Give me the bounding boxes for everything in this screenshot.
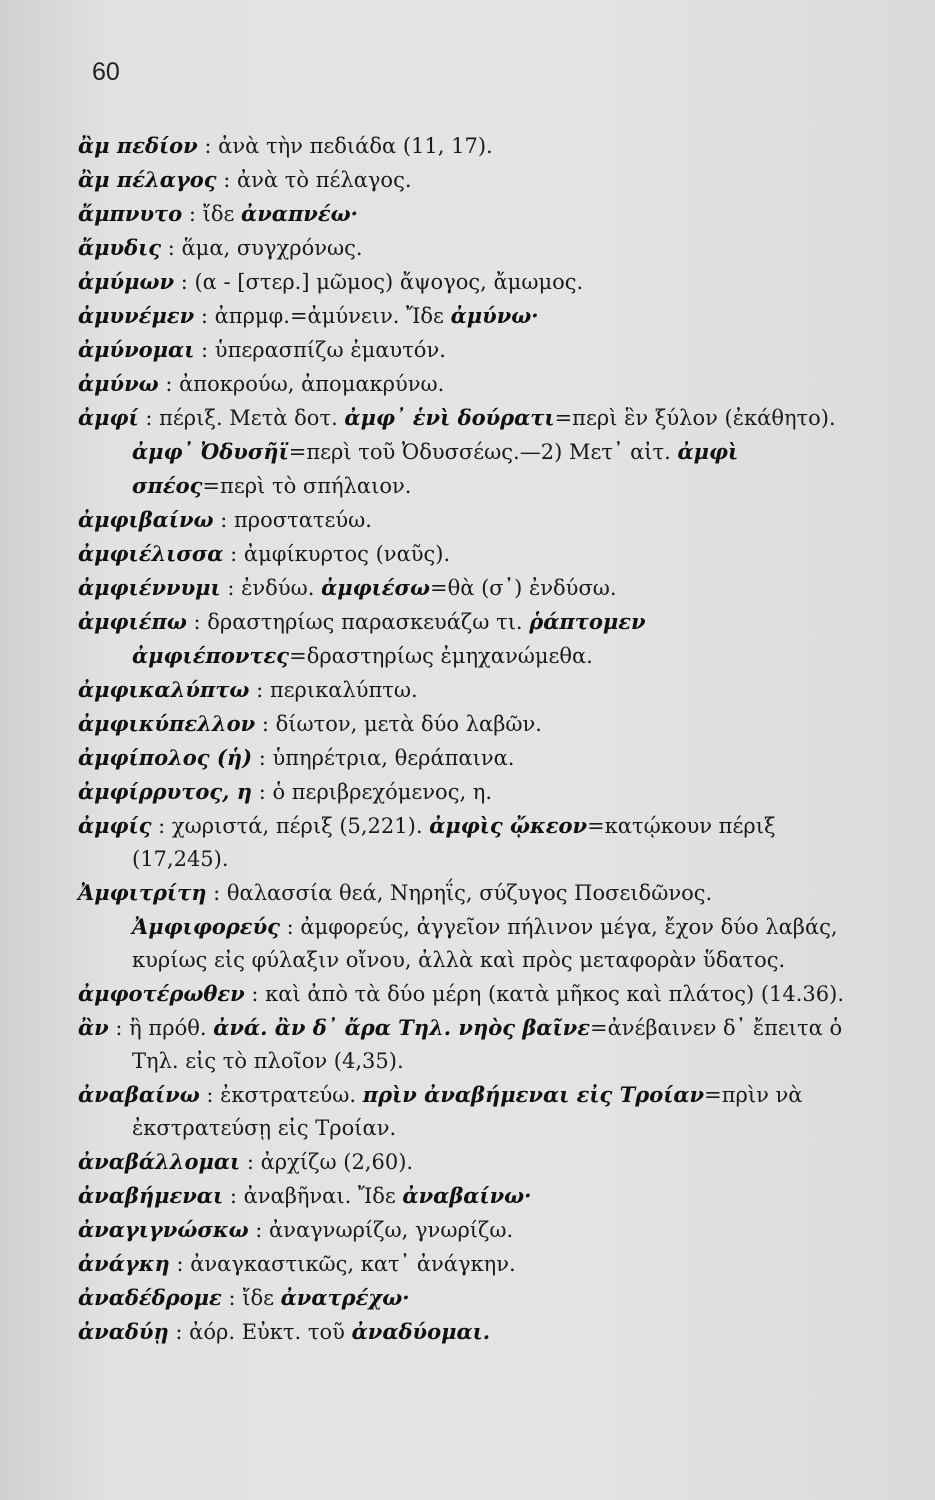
entry-definition: : πέριξ. Μετὰ δοτ.: [138, 406, 345, 430]
entry-quote: ἀνά. ἂν δ᾽ ἄρα Τηλ. νηὸς βαῖνε: [213, 1015, 590, 1040]
dictionary-entry: [78, 231, 855, 265]
entry-headword: ἀμφιέπω: [78, 609, 187, 634]
dictionary-entry: [78, 1247, 855, 1281]
entry-headword: ἀμφίπολος (ἡ): [78, 745, 253, 770]
dictionary-entry: [78, 299, 855, 333]
entry-definition: : ἴδε: [182, 202, 242, 226]
entry-quote: πρὶν ἀναβήμεναι εἰς Τροίαν: [362, 1082, 705, 1107]
dictionary-entry: [78, 1281, 855, 1315]
entry-headword: ἀμφικαλύπτω: [78, 677, 250, 702]
entry-definition: : ἴδε: [221, 1286, 281, 1310]
dictionary-entry: [78, 775, 855, 809]
entry-definition: =δραστηρίως ἐμηχανώμεθα.: [289, 644, 593, 668]
entry-headword: ἀμύνομαι: [78, 337, 195, 362]
dictionary-entry: [78, 163, 855, 197]
entry-definition: : ἀνὰ τὸ πέλαγος.: [216, 168, 412, 192]
entry-definition: : (α - [στερ.] μῶμος) ἄψογος, ἄμωμος.: [174, 270, 584, 294]
entry-quote: ῥάπτομεν ἀμφιέποντες: [132, 609, 646, 668]
entry-definition: : ὁ περιβρεχόμενος, η.: [252, 780, 493, 804]
entry-definition: : ὑπηρέτρια, θεράπαινα.: [252, 746, 515, 770]
entry-headword: ἀναβαίνω: [78, 1082, 200, 1107]
dictionary-entry: [78, 367, 855, 401]
entry-headword: ἀμύμων: [78, 269, 175, 294]
entry-definition: =περὶ ἓν ξύλον (ἐκάθητο).: [554, 406, 836, 430]
dictionary-entry: [78, 1213, 855, 1247]
entry-definition: : ἐκστρατεύω.: [199, 1083, 363, 1107]
entry-headword: ἀναδύῃ: [78, 1319, 169, 1344]
entry-definition: : δίωτον, μετὰ δύο λαβῶν.: [255, 712, 542, 736]
entry-definition: : ἀποκρούω, ἀπομακρύνω.: [158, 372, 445, 396]
entry-headword: ἀμφί: [78, 405, 139, 430]
entry-definition: : ἀναβῆναι. Ἴδε: [223, 1184, 403, 1208]
entry-definition: : ἀπρμφ.=ἀμύνειν. Ἴδε: [194, 304, 451, 328]
dictionary-entry: [78, 673, 855, 707]
dictionary-entry: [78, 1179, 855, 1213]
entry-definition: =πρὶν νὰ ἐκστρατεύσῃ εἰς Τροίαν.: [132, 1083, 803, 1140]
entry-definition: : ἀναγκαστικῶς, κατ᾽ ἀνάγκην.: [169, 1252, 516, 1276]
dictionary-entry: [78, 571, 855, 605]
dictionary-entry: [78, 265, 855, 299]
dictionary-entry: [78, 333, 855, 367]
dictionary-entry: [78, 741, 855, 775]
entry-quote: ἀνατρέχω·: [280, 1285, 410, 1310]
entry-definition: =θὰ (σ᾽) ἐνδύσω.: [430, 576, 617, 600]
entry-headword: ἀμφιέλισσα: [78, 541, 224, 566]
entry-definition: : ἀμφίκυρτος (ναῦς).: [223, 542, 451, 566]
entry-headword: ἀμφίς: [78, 813, 152, 838]
entry-definition: : ὑπερασπίζω ἐμαυτόν.: [194, 338, 446, 362]
entry-headword: ἂν: [78, 1015, 109, 1040]
dictionary-entry: [78, 605, 855, 673]
dictionary-entry: [78, 977, 855, 1011]
entry-definition: : περικαλύπτω.: [249, 678, 418, 702]
entry-definition: : ἀνὰ τὴν πεδιάδα (11, 17).: [197, 134, 493, 158]
dictionary-entry: [78, 537, 855, 571]
dictionary-entry: [78, 809, 855, 876]
entry-quote: ἀμφ᾽ ἑνὶ δούρατι: [344, 405, 555, 430]
entry-definition: : δραστηρίως παρασκευάζω τι.: [186, 610, 530, 634]
entry-definition: =ἀνέβαινεν δ᾽ ἔπειτα ὁ Τηλ. εἰς τὸ πλοῖον (4,35).: [132, 1016, 843, 1073]
dictionary-entry: [78, 1078, 855, 1145]
entry-quote: Ἀμφιφορεύς: [132, 914, 280, 939]
entry-headword: ἄμπνυτο: [78, 201, 183, 226]
entry-headword: ἂμ πέλαγος: [78, 167, 217, 192]
entry-headword: ἀμφοτέρωθεν: [78, 981, 245, 1006]
dictionary-entry: [78, 1315, 855, 1349]
entry-definition: : ἀμφορεύς, ἀγγεῖον πήλινον μέγα, ἔχον δύο λαβάς, κυρίως εἰς φύλαξιν οἴνου, ἀλλὰ καὶ πρὸς μεταφορὰν ὕδατος.: [132, 915, 838, 972]
entry-headword: ἀμφιβαίνω: [78, 507, 214, 532]
entry-list: [78, 129, 855, 1349]
dictionary-entry: [78, 401, 855, 503]
entry-headword: ἀμύνω: [78, 371, 159, 396]
dictionary-entry: [78, 197, 855, 231]
entry-headword: ἄμυδις: [78, 235, 162, 260]
entry-headword: ἀναγιγνώσκω: [78, 1217, 249, 1242]
entry-definition: : ἐνδύω.: [220, 576, 322, 600]
entry-quote: ἀναβαίνω·: [402, 1183, 532, 1208]
entry-definition: : καὶ ἀπὸ τὰ δύο μέρη (κατὰ μῆκος καὶ πλάτος) (14.36).: [244, 982, 845, 1006]
entry-headword: Ἀμφιτρίτη: [78, 880, 207, 905]
entry-definition: : ἀναγνωρίζω, γνωρίζω.: [248, 1218, 514, 1242]
entry-headword: ἀμυνέμεν: [78, 303, 195, 328]
entry-quote: ἀμφιέσω: [321, 575, 431, 600]
entry-quote: ἀμύνω·: [450, 303, 539, 328]
entry-quote: ἀμφ᾽ Ὀδυσῆϊ: [132, 439, 289, 464]
entry-headword: ἀμφικύπελλον: [78, 711, 256, 736]
entry-definition: =περὶ τὸ σπήλαιον.: [202, 474, 412, 498]
entry-quote: ἀναδύομαι.: [351, 1319, 491, 1344]
entry-definition: : προστατεύω.: [213, 508, 372, 532]
entry-headword: ἀμφιέννυμι: [78, 575, 221, 600]
entry-definition: : θαλασσία θεά, Νηρηΐς, σύζυγος Ποσειδῶνος.: [206, 881, 713, 905]
entry-headword: ἀναδέδρομε: [78, 1285, 222, 1310]
entry-definition: : χωριστά, πέριξ (5,221).: [151, 814, 430, 838]
dictionary-entry: [78, 876, 855, 977]
entry-quote: ἀμφὶ σπέος: [132, 439, 739, 498]
page-number: 60: [92, 58, 120, 86]
dictionary-entry: [78, 1011, 855, 1078]
dictionary-entry: [78, 1145, 855, 1179]
entry-headword: ἀνάγκη: [78, 1251, 170, 1276]
entry-headword: ἂμ πεδίον: [78, 133, 198, 158]
entry-headword: ἀναβήμεναι: [78, 1183, 224, 1208]
entry-quote: ἀναπνέω·: [241, 201, 358, 226]
dictionary-entry: [78, 503, 855, 537]
entry-quote: ἀμφὶς ᾤκεον: [429, 813, 588, 838]
entry-definition: : ἀόρ. Εὐκτ. τοῦ: [168, 1320, 352, 1344]
entry-headword: ἀμφίρρυτος, η: [78, 779, 253, 804]
dictionary-entry: [78, 707, 855, 741]
entry-headword: ἀναβάλλομαι: [78, 1149, 241, 1174]
entry-definition: =κατῴκουν πέριξ (17,245).: [132, 814, 776, 871]
entry-definition: =περὶ τοῦ Ὀδυσσέως.—2) Μετ᾽ αἰτ.: [288, 440, 678, 464]
entry-definition: : ἀρχίζω (2,60).: [240, 1150, 414, 1174]
entry-definition: : ἅμα, συγχρόνως.: [161, 236, 363, 260]
dictionary-entry: [78, 129, 855, 163]
entry-definition: : ἢ πρόθ.: [108, 1016, 214, 1040]
